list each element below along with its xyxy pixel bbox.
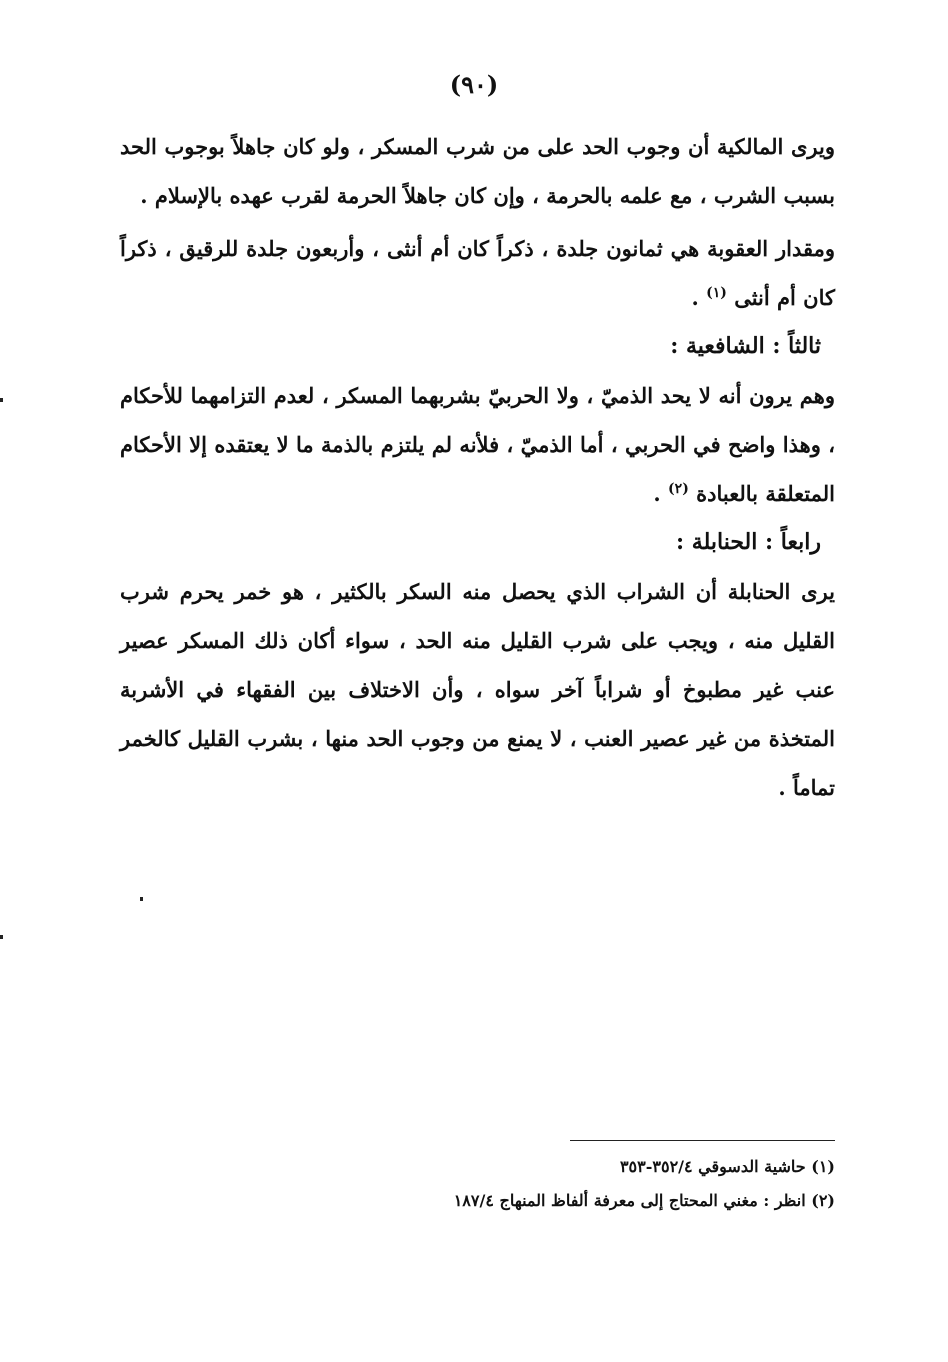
heading-hanbali: رابعاً : الحنابلة : bbox=[676, 529, 821, 555]
footnote-ref-2: (٢) bbox=[668, 481, 689, 497]
stray-mark bbox=[140, 897, 143, 901]
edge-mark-left-top bbox=[0, 398, 3, 402]
paragraph-shafii: وهم يرون أنه لا يحد الذميّ ، ولا الحربيّ بشربهما المسكر ، لعدم التزامهما للأحكام ، وهذا واضح في الحربي ، أما الذميّ ، فلأنه لم يلتزم بالذمة ما لا يعتقده إلا الأحكام المتعلقة بالعبادة $^{(٢)}$ . bbox=[120, 383, 835, 506]
body-text bbox=[120, 122, 835, 812]
footnote-divider bbox=[570, 1140, 835, 1141]
footnote-ref-1: (١) bbox=[706, 285, 727, 301]
paragraph-punishment-text: ومقدار العقوبة هي ثمانون جلدة ، ذكراً كان أم أنثى ، وأربعون جلدة للرقيق ، ذكراً كان أم أنثى bbox=[120, 236, 835, 310]
footnotes bbox=[300, 1150, 835, 1218]
heading-shafii: ثالثاً : الشافعية : bbox=[670, 333, 821, 359]
footnote-2: (٢) انظر : مغني المحتاج إلى معرفة ألفاظ المنهاج ١٨٧/٤ bbox=[453, 1191, 835, 1210]
paragraph-punishment-amount: ومقدار العقوبة هي ثمانون جلدة ، ذكراً كان أم أنثى ، وأربعون جلدة للرقيق ، ذكراً كان أم أنثى $^{(١)}$ . bbox=[120, 236, 835, 310]
edge-mark-left-bottom bbox=[0, 935, 3, 939]
footnote-1: (١) حاشية الدسوقي ٣٥٢/٤-٣٥٣ bbox=[619, 1157, 835, 1176]
paragraph-shafii-text: وهم يرون أنه لا يحد الذميّ ، ولا الحربيّ بشربهما المسكر ، لعدم التزامهما للأحكام ، وهذا واضح في الحربي ، أما الذميّ ، فلأنه لم يلتزم بالذمة ما لا يعتقده إلا الأحكام المتعلقة بالعبادة bbox=[120, 383, 835, 506]
paragraph-hanbali: يرى الحنابلة أن الشراب الذي يحصل منه السكر بالكثير ، هو خمر يحرم شرب القليل منه ، ويجب على شرب القليل منه الحد ، سواء أكان ذلك المسكر عصير عنب غير مطبوخ أو شراباً آخر سواه ، وأن الاختلاف بين الفقهاء في الأشربة المتخذة من غير عصير العنب ، لا يمنع من وجوب الحد منها ، بشرب القليل كالخمر تماماً . bbox=[120, 579, 835, 800]
paragraph-maliki: ويرى المالكية أن وجوب الحد على من شرب المسكر ، ولو كان جاهلاً بوجوب الحد بسبب الشرب ، مع علمه بالحرمة ، وإن كان جاهلاً الحرمة لقرب عهده بالإسلام . bbox=[120, 134, 835, 208]
page-number: (٩٠) bbox=[449, 70, 499, 99]
